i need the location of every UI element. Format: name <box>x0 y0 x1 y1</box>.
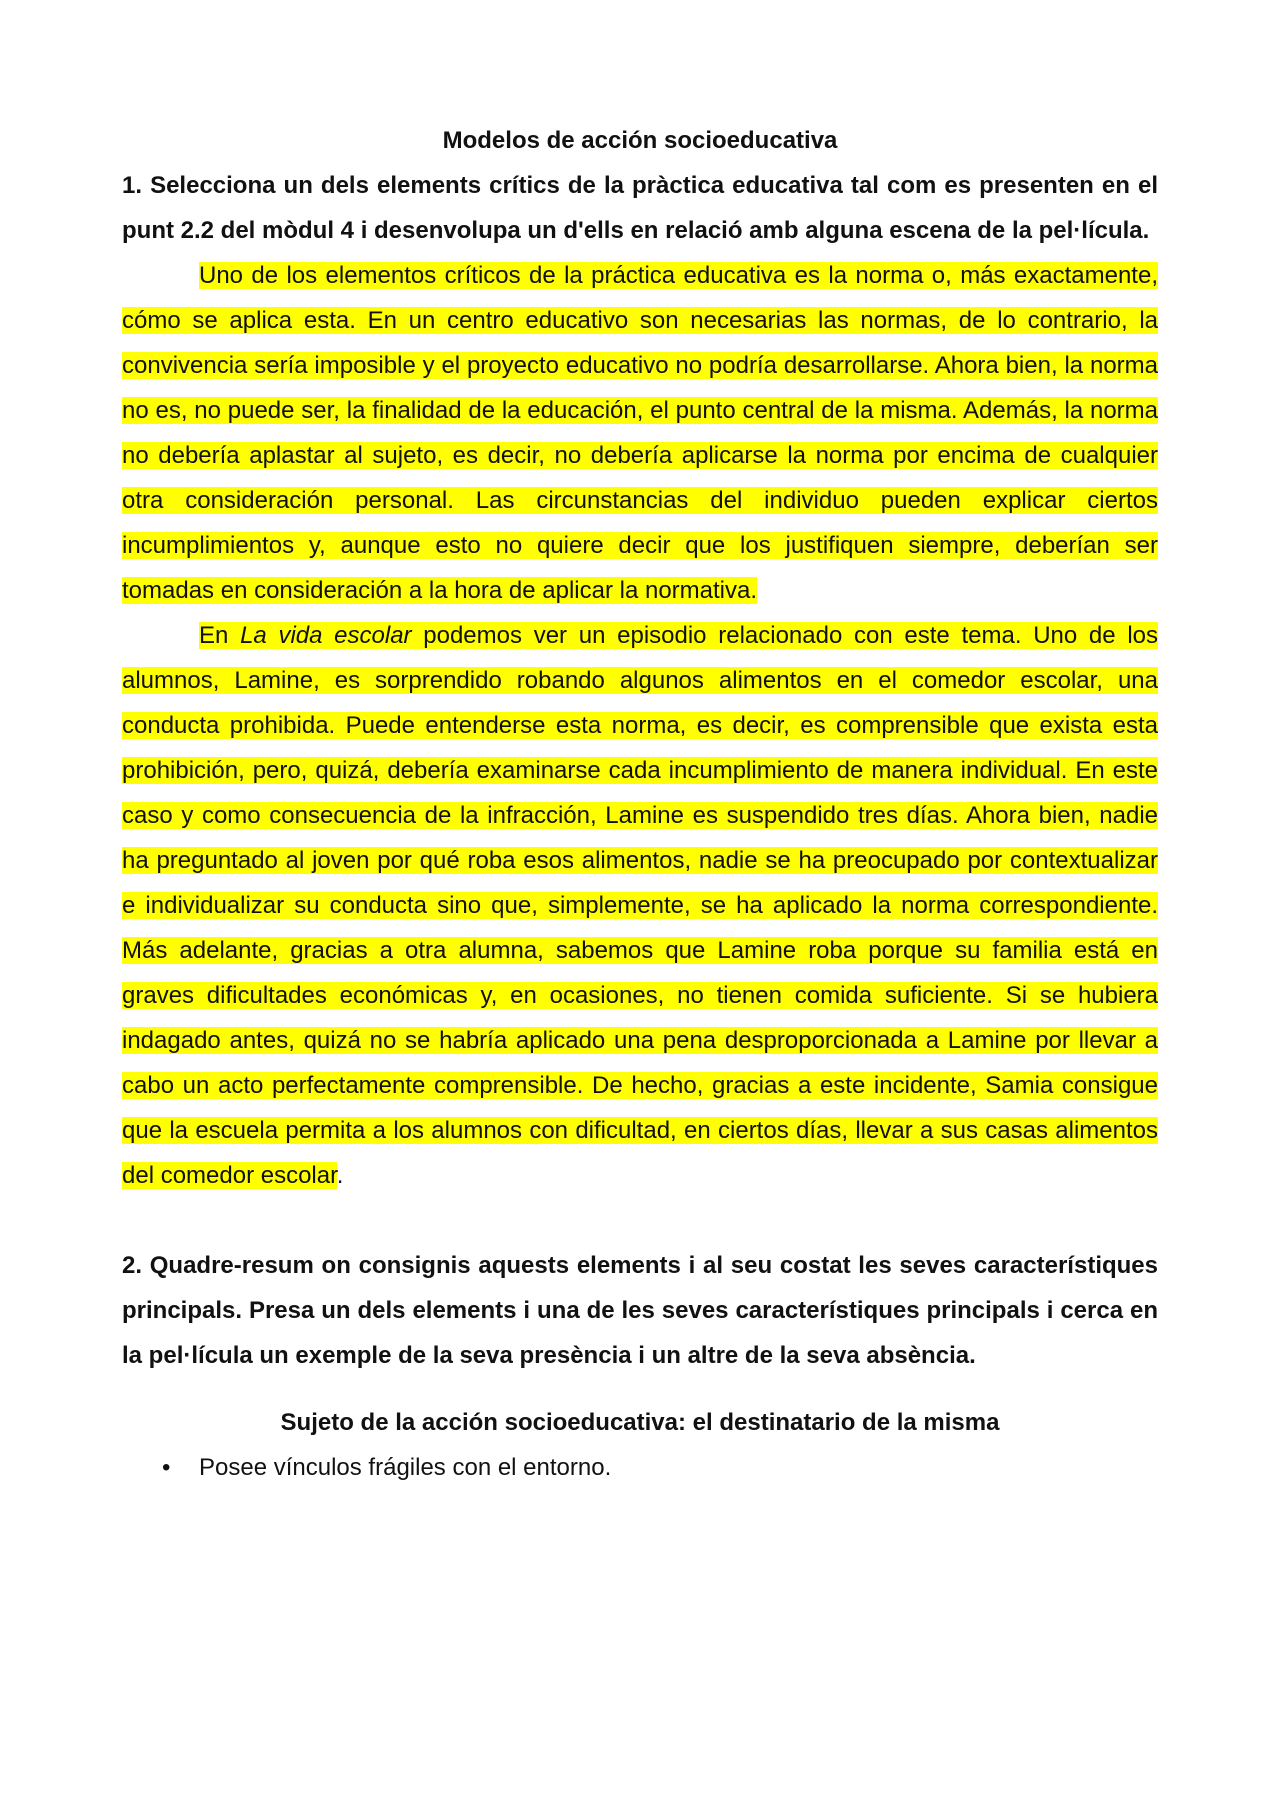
section-subheading: Sujeto de la acción socioeducativa: el destinatario de la misma <box>280 1409 1000 1436</box>
film-title: La vida escolar <box>240 622 412 649</box>
blank-line <box>122 1378 1158 1400</box>
highlighted-text: Uno de los elementos críticos de la práctica educativa es la norma o, más exactamente, cómo se aplica esta. En un centro educativo son necesarias las normas, de lo contrario, la convivencia sería imposible y el proyecto educativo no podría desarrollarse. Ahora bien, la norma no es, no puede ser, la finalidad de la educación, el punto central de la misma. Además, la norma no debería aplastar al sujeto, es decir, no debería aplicarse la norma por encima de cualquier otra consideración personal. Las circunstancias del individuo pueden explicar ciertos incumplimientos y, aunque esto no quiere decir que los justifiquen siempre, deberían ser tomadas en consideración a la hora de aplicar la normativa. <box>122 262 1158 604</box>
answer-paragraph-1 <box>122 253 1158 613</box>
question-2: 2. Quadre-resum on consignis aquests elements i al seu costat les seves característiques principals. Presa un dels elements i una de les seves característiques principals i cerca en la pel·lícula un exemple de la seva presència i un altre de la seva absència. <box>122 1252 1158 1369</box>
document-page <box>122 118 1158 1490</box>
bullet-icon: • <box>162 1454 171 1481</box>
document-title: Modelos de acción socioeducativa <box>442 127 838 154</box>
answer-paragraph-2 <box>122 613 1158 1198</box>
bullet-list <box>122 1445 1158 1490</box>
paragraph-2-body: podemos ver un episodio relacionado con este tema. Uno de los alumnos, Lamine, es sorprendido robando algunos alimentos en el comedor escolar, una conducta prohibida. Puede entenderse esta norma, es decir, es comprensible que exista esta prohibición, pero, quizá, debería examinarse cada incumplimiento de manera individual. En este caso y como consecuencia de la infracción, Lamine es suspendido tres días. Ahora bien, nadie ha preguntado al joven por qué roba esos alimentos, nadie se ha preocupado por contextualizar e individualizar su conducta sino que, simplemente, se ha aplicado la norma correspondiente. Más adelante, gracias a otra alumna, sabemos que Lamine roba porque su familia está en graves dificultades económicas y, en ocasiones, no tienen comida suficiente. Si se hubiera indagado antes, quizá no se habría aplicado una pena desproporcionada a Lamine por llevar a cabo un acto perfectamente comprensible. De hecho, gracias a este incidente, Samia consigue que la escuela permita a los alumnos con dificultad, en ciertos días, llevar a sus casas alimentos del comedor escolar <box>122 622 1158 1189</box>
paragraph-2-end: . <box>336 1162 344 1189</box>
question-1: 1. Selecciona un dels elements crítics de la pràctica educativa tal com es presenten en el punt 2.2 del mòdul 4 i desenvolupa un d'ells en relació amb alguna escena de la pel·lícula. <box>122 172 1158 244</box>
highlighted-text-start <box>122 622 1158 1189</box>
paragraph-2-lead: En <box>199 622 241 649</box>
list-item <box>122 1445 1158 1490</box>
list-item-text: Posee vínculos frágiles con el entorno. <box>199 1454 612 1481</box>
blank-line <box>122 1198 1158 1243</box>
